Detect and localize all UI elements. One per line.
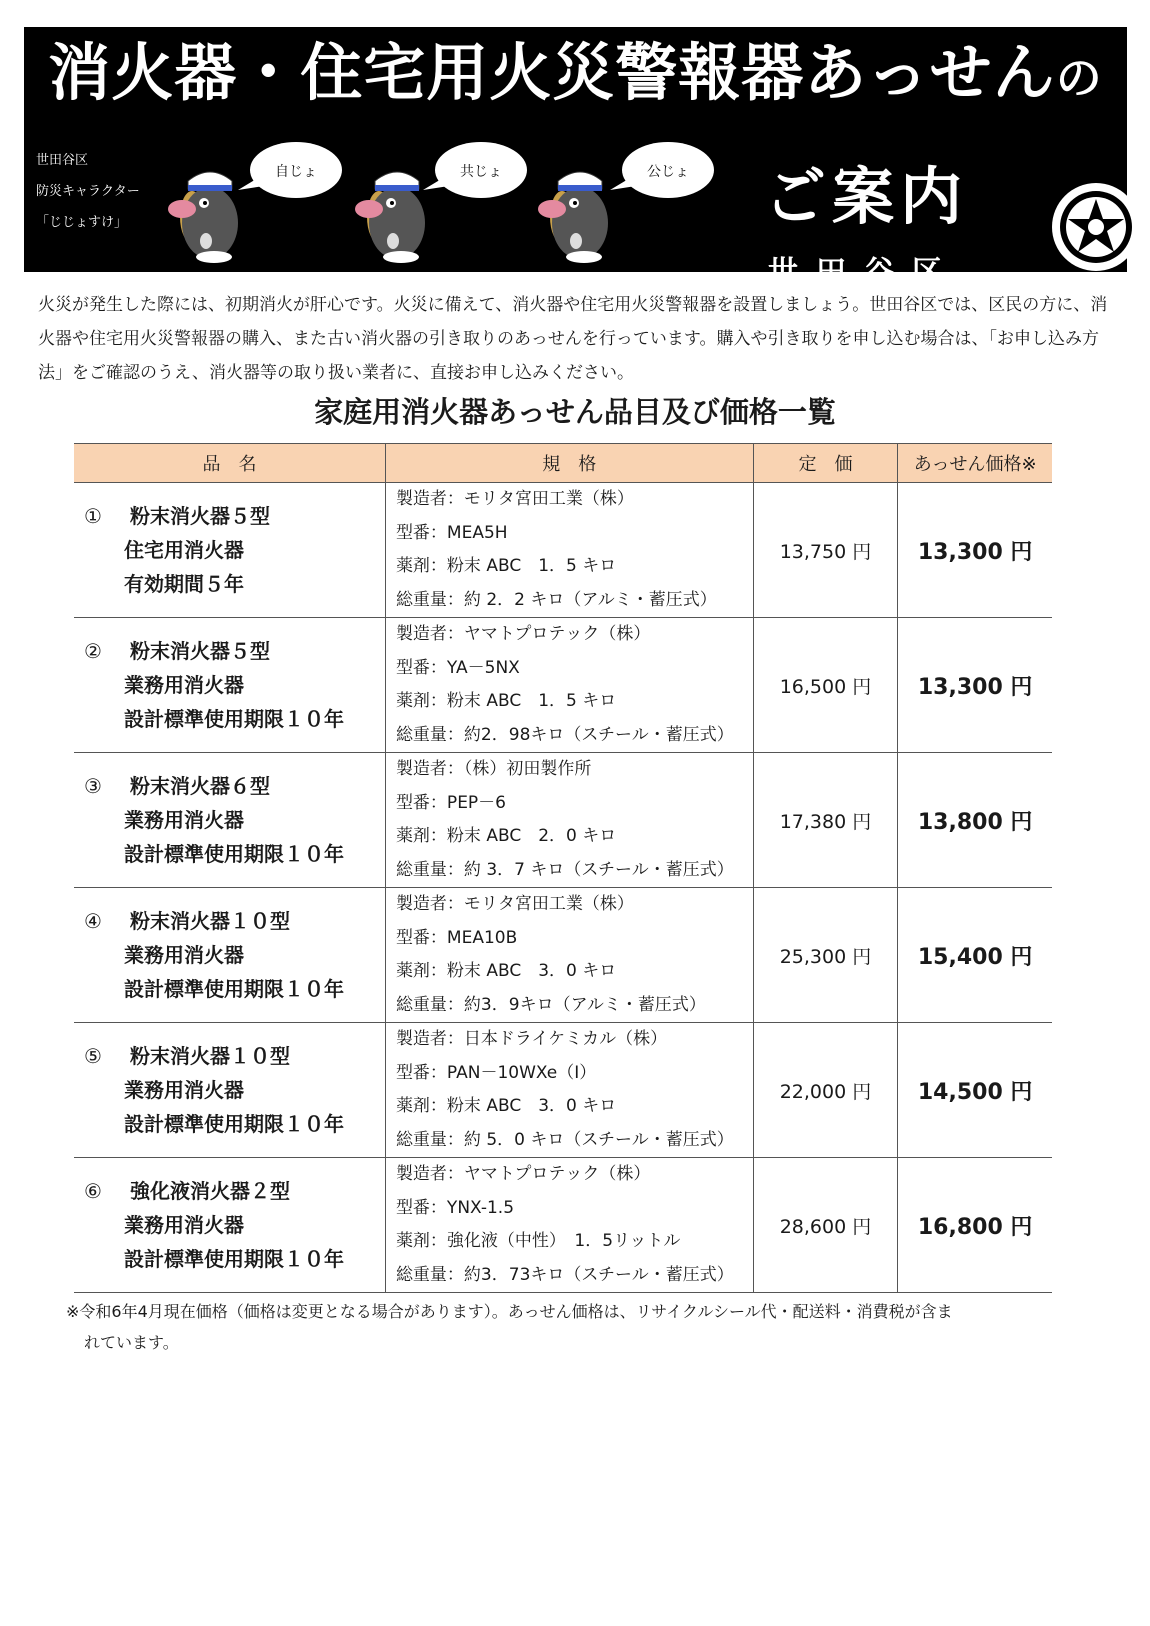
product-name-cell: ② 粉末消火器５型 業務用消火器 設計標準使用期限１０年 — [74, 618, 385, 753]
character-caption: 世田谷区 防災キャラクター 「じじょすけ」 — [36, 153, 140, 230]
table-row — [74, 753, 1052, 888]
list-price-cell: 17,380 円 — [753, 753, 898, 888]
footnote: ※令和6年4月現在価格（価格は変更となる場合があります）。あっせん価格は、リサイクルシール代・配送料・消費税が含ま れています。 — [66, 1302, 953, 1352]
bubble-label: 共じょ — [460, 164, 502, 180]
product-name-cell: ⑥ 強化液消火器２型 業務用消火器 設計標準使用期限１０年 — [74, 1158, 385, 1293]
header-banner — [24, 27, 1127, 290]
sale-price-cell: 16,800 円 — [898, 1158, 1052, 1293]
table-row — [74, 1023, 1052, 1158]
product-name-cell: ① 粉末消火器５型 住宅用消火器 有効期間５年 — [74, 483, 385, 618]
spec-cell: 製造者：モリタ宮田工業（株） 型番：MEA5H 薬剤：粉末 ABC 1．5 キロ 総重量：約 2．2 キロ（アルミ・蓄圧式） — [385, 483, 753, 618]
product-name-cell: ⑤ 粉末消火器１０型 業務用消火器 設計標準使用期限１０年 — [74, 1023, 385, 1158]
header-sale-price: あっせん価格※ — [898, 444, 1052, 483]
spec-cell: 製造者：ヤマトプロテック（株） 型番：YA－5NX 薬剤：粉末 ABC 1．5 キロ 総重量：約2．98キロ（スチール・蓄圧式） — [385, 618, 753, 753]
table-header-row — [74, 444, 1052, 483]
list-price-cell: 16,500 円 — [753, 618, 898, 753]
header-name: 品 名 — [74, 444, 385, 483]
mascot-jijosuke-icon — [339, 157, 449, 267]
mascot-jijosuke-icon — [152, 157, 262, 267]
list-price-cell: 13,750 円 — [753, 483, 898, 618]
list-price-cell: 28,600 円 — [753, 1158, 898, 1293]
table-row — [74, 618, 1052, 753]
spec-cell: 製造者：（株）初田製作所 型番：PEP－6 薬剤：粉末 ABC 2．0 キロ 総重量：約 3．7 キロ（スチール・蓄圧式） — [385, 753, 753, 888]
bubble-label: 自じょ — [275, 164, 317, 180]
ward-name: 世田谷区 — [768, 255, 960, 290]
banner-subtitle: ご案内 — [764, 160, 969, 233]
sale-price-cell: 13,300 円 — [898, 618, 1052, 753]
sale-price-cell: 13,800 円 — [898, 753, 1052, 888]
list-price-cell: 25,300 円 — [753, 888, 898, 1023]
spec-cell: 製造者：日本ドライケミカル（株） 型番：PAN－10WXe（Ⅰ） 薬剤：粉末 ABC 3．0 キロ 総重量：約 5．0 キロ（スチール・蓄圧式） — [385, 1023, 753, 1158]
banner-title: 消火器・住宅用火災警報器あっせんの — [48, 36, 1103, 109]
intro-paragraph: 火災が発生した際には、初期消火が肝心です。火災に備えて、消火器や住宅用火災警報器を設置しましょう。世田谷区では、区民の方に、消火器や住宅用火災警報器の購入、また古い消火器の引き取りのあっせんを行っています。購入や引き取りを申し込む場合は、「お申し込み方法」をご確認のうえ、消火器等の取り扱い業者に、直接お申し込みください。 — [38, 295, 1108, 383]
bubble-label: 公じょ — [647, 164, 689, 180]
spec-cell: 製造者：モリタ宮田工業（株） 型番：MEA10B 薬剤：粉末 ABC 3．0 キロ 総重量：約3．9キロ（アルミ・蓄圧式） — [385, 888, 753, 1023]
sale-price-cell: 13,300 円 — [898, 483, 1052, 618]
setagaya-emblem-icon — [1048, 179, 1144, 275]
product-name-cell: ③ 粉末消火器６型 業務用消火器 設計標準使用期限１０年 — [74, 753, 385, 888]
mascot-jijosuke-icon — [522, 157, 632, 267]
list-price-cell: 22,000 円 — [753, 1023, 898, 1158]
header-list-price: 定 価 — [753, 444, 898, 483]
sale-price-cell: 15,400 円 — [898, 888, 1052, 1023]
table-row — [74, 888, 1052, 1023]
table-row — [74, 483, 1052, 618]
header-spec: 規 格 — [385, 444, 753, 483]
spec-cell: 製造者：ヤマトプロテック（株） 型番：YNX-1.5 薬剤：強化液（中性） 1．5リットル 総重量：約3．73キロ（スチール・蓄圧式） — [385, 1158, 753, 1293]
table-title: 家庭用消火器あっせん品目及び価格一覧 — [314, 395, 836, 429]
sale-price-cell: 14,500 円 — [898, 1023, 1052, 1158]
table-row — [74, 1158, 1052, 1293]
product-name-cell: ④ 粉末消火器１０型 業務用消火器 設計標準使用期限１０年 — [74, 888, 385, 1023]
price-table — [74, 443, 1052, 1293]
